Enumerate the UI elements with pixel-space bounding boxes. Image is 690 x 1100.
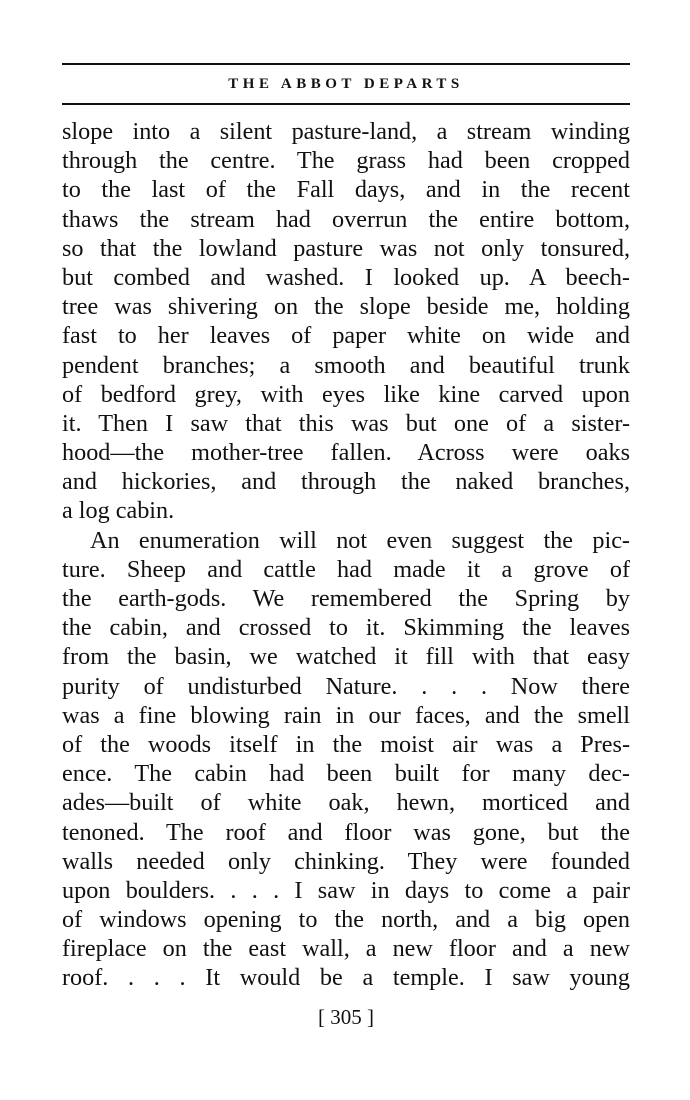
text-line: tenoned. The roof and floor was gone, but the: [62, 818, 630, 846]
text-line: tree was shivering on the slope beside me, holding: [62, 293, 630, 321]
text-line: the cabin, and crossed to it. Skimming the leaves: [62, 614, 630, 642]
text-line: so that the lowland pasture was not only tonsured,: [62, 234, 630, 262]
text-line: An enumeration will not even suggest the pic-: [90, 526, 630, 554]
text-line: from the basin, we watched it fill with that easy: [62, 643, 630, 671]
header-rule-top: [62, 63, 630, 65]
text-line: was a fine blowing rain in our faces, and the smell: [62, 701, 630, 729]
text-line: hood—the mother-tree fallen. Across were oaks: [62, 439, 630, 467]
page-number: [ 305 ]: [318, 1005, 374, 1029]
text-line: roof. . . . It would be a temple. I saw young: [62, 964, 630, 992]
text-line: but combed and washed. I looked up. A beech-: [62, 263, 630, 291]
running-head: THE ABBOT DEPARTS: [228, 76, 464, 92]
text-line: of bedford grey, with eyes like kine carved upon: [62, 380, 630, 408]
text-line: through the centre. The grass had been cropped: [62, 147, 630, 175]
text-line: it. Then I saw that this was but one of a sister-: [62, 409, 630, 437]
text-line: the earth-gods. We remembered the Spring by: [62, 585, 630, 612]
text-line: purity of undisturbed Nature. . . . Now there: [62, 672, 630, 700]
text-line: fast to her leaves of paper white on wide and: [62, 322, 630, 350]
text-line: ades—built of white oak, hewn, morticed and: [62, 789, 630, 817]
header-rule-bottom: [62, 103, 630, 105]
text-line: to the last of the Fall days, and in the recent: [62, 176, 630, 204]
text-line: of windows opening to the north, and a big open: [62, 906, 630, 934]
text-line: and hickories, and through the naked branches,: [62, 468, 630, 496]
text-line: slope into a silent pasture-land, a stream winding: [62, 118, 630, 145]
text-line: thaws the stream had overrun the entire bottom,: [62, 205, 630, 233]
text-line: of the woods itself in the moist air was a Pres-: [62, 730, 630, 758]
text-line: pendent branches; a smooth and beautiful trunk: [62, 351, 630, 379]
text-line: upon boulders. . . . I saw in days to come a pair: [62, 876, 630, 904]
paragraph-1: [62, 117, 630, 526]
text-line: a log cabin.: [62, 497, 175, 525]
body-text: [62, 117, 630, 993]
text-line: walls needed only chinking. They were founded: [62, 847, 630, 875]
text-line: fireplace on the east wall, a new floor and a new: [62, 935, 630, 963]
text-line: ture. Sheep and cattle had made it a grove of: [62, 555, 630, 583]
text-line: ence. The cabin had been built for many dec-: [62, 760, 630, 788]
paragraph-2: [62, 526, 630, 993]
